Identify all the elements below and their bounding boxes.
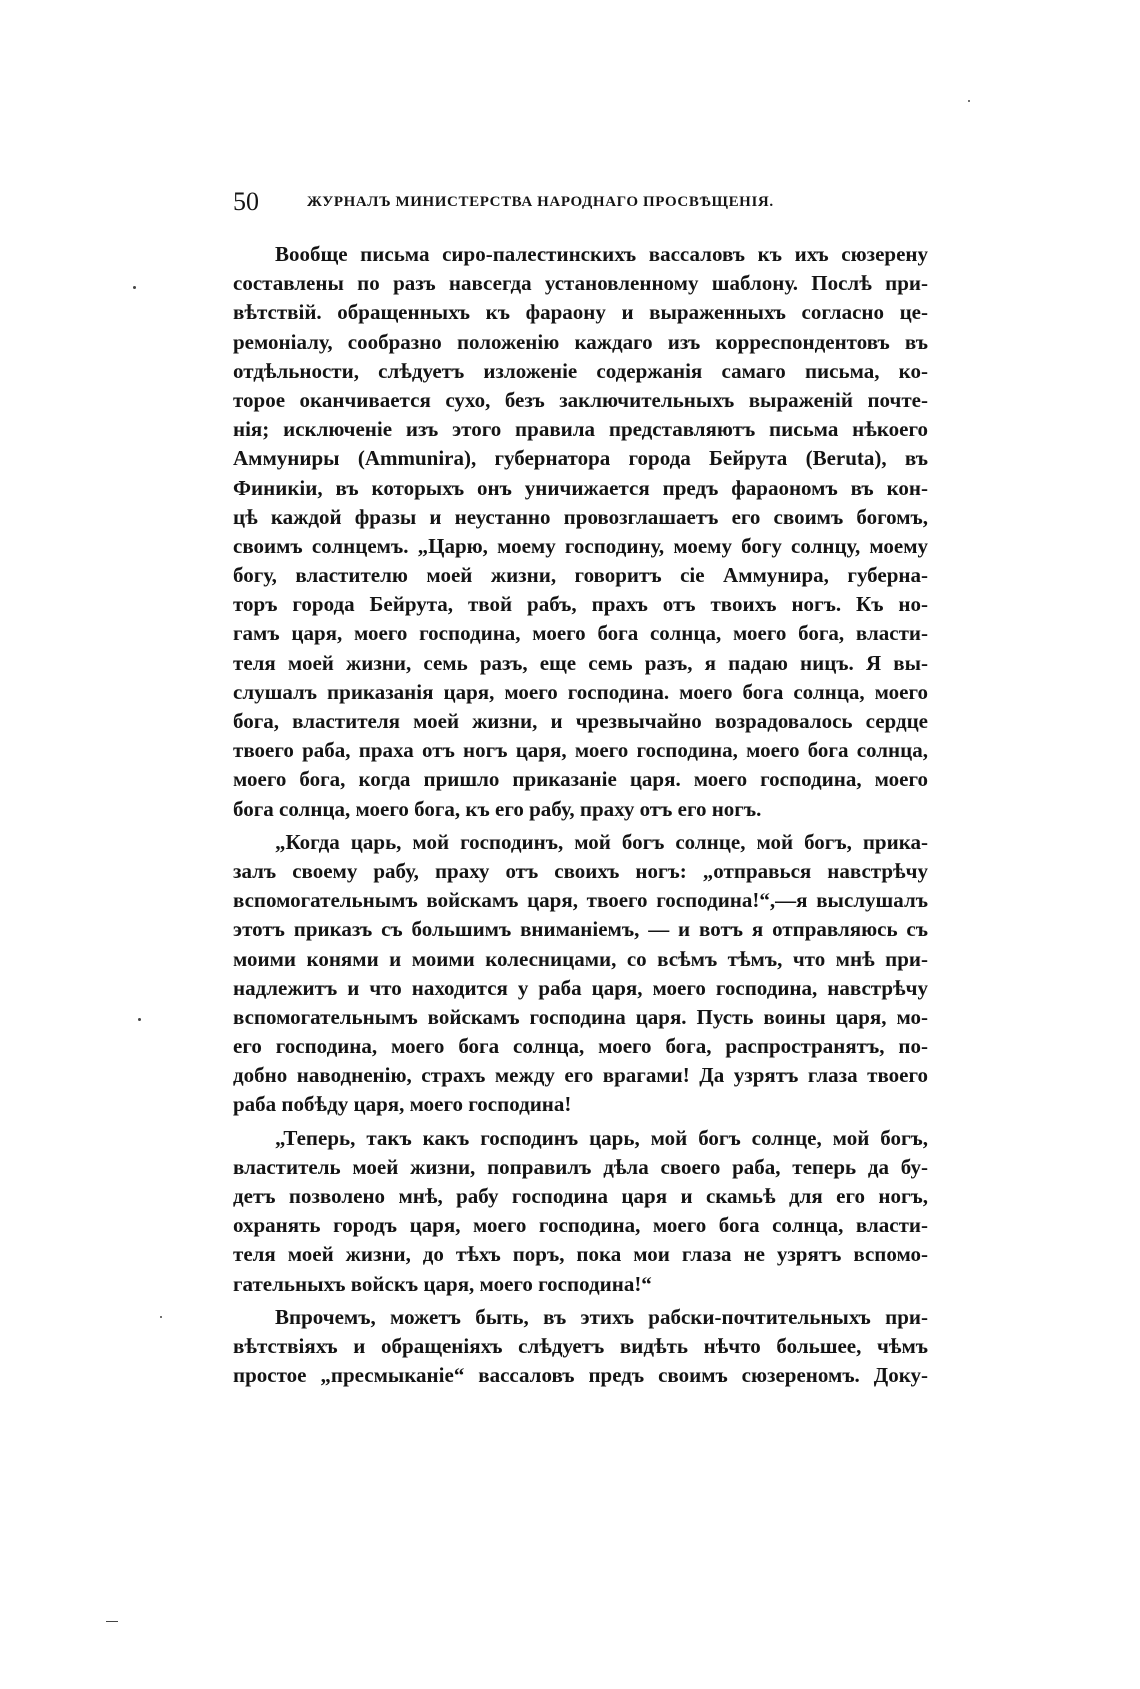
scan-speck (160, 1316, 162, 1318)
text-line: надлежитъ и что находится у раба царя, моего господина, навстрѣчу (233, 975, 928, 1000)
text-line: его господина, моего бога солнца, моего бога, распространятъ, по- (233, 1034, 928, 1059)
text-line: „Теперь, такъ какъ господинъ царь, мой богъ солнце, мой богъ, (275, 1125, 928, 1150)
paragraph-3 (233, 1124, 928, 1299)
text-line: гамъ царя, моего господина, моего бога солнца, моего бога, власти- (233, 621, 928, 646)
page-header (233, 184, 908, 220)
text-line: твоего раба, праха отъ ногъ царя, моего господина, моего бога солнца, (233, 738, 928, 763)
scan-speck (138, 1018, 141, 1021)
paragraph-1 (233, 240, 928, 824)
text-line: своимъ солнцемъ. „Царю, моему господину, моему богу солнцу, моему (233, 533, 928, 558)
text-line: торое оканчивается сухо, безъ заключительныхъ выраженій почте- (233, 387, 928, 412)
text-line: вспомогательнымъ войскамъ царя, твоего господина!“,—я выслушалъ (233, 888, 928, 913)
text-line: составлены по разъ навсегда установленному шаблону. Послѣ при- (233, 271, 928, 296)
text-line: залъ своему рабу, праху отъ своихъ ногъ: „отправься навстрѣчу (233, 858, 928, 883)
text-line: вспомогательнымъ войскамъ господина царя. Пусть воины царя, мо- (233, 1004, 928, 1029)
text-line: ремоніалу, сообразно положенію каждаго изъ корреспондентовъ въ (233, 329, 928, 354)
text-line: Аммуниры (Ammunira), губернатора города Бейрута (Beruta), въ (233, 446, 928, 471)
text-line: вѣтствій. обращенныхъ къ фараону и выраженныхъ согласно це- (233, 300, 928, 325)
text-line: „Когда царь, мой господинъ, мой богъ солнце, мой богъ, прика- (275, 829, 928, 854)
text-line: Впрочемъ, можетъ быть, въ этихъ рабски-почтительныхъ при- (275, 1304, 928, 1329)
text-line: богу, властителю моей жизни, говоритъ сіе Аммунира, губерна- (233, 563, 928, 588)
text-line: Финикіи, въ которыхъ онъ уничижается предъ фараономъ въ кон- (233, 475, 928, 500)
text-line: бога, властителя моей жизни, и чрезвычайно возрадовалось сердце (233, 709, 928, 733)
text-line: моими конями и моими колесницами, со всѣмъ тѣмъ, что мнѣ при- (233, 946, 928, 971)
paragraph-2 (233, 828, 928, 1120)
text-line: моего бога, когда пришло приказаніе царя. моего господина, моего (233, 767, 928, 792)
scan-speck (968, 100, 970, 102)
text-line: торъ города Бейрута, твой рабъ, прахъ отъ твоихъ ногъ. Къ но- (233, 592, 928, 617)
text-line: теля моей жизни, до тѣхъ поръ, пока мои глаза не узрятъ вспомо- (233, 1242, 928, 1267)
page-number: 50 (233, 187, 259, 216)
text-line: теля моей жизни, семь разъ, еще семь разъ, я падаю ницъ. Я вы- (233, 650, 928, 675)
text-line: этотъ приказъ съ большимъ вниманіемъ, — и вотъ я отправляюсь съ (233, 917, 928, 942)
text-line: слушалъ приказанія царя, моего господина. моего бога солнца, моего (233, 679, 928, 704)
scan-speck (133, 286, 136, 289)
text-line: цѣ каждой фразы и неустанно провозглашаетъ его своимъ богомъ, (233, 504, 928, 529)
text-line: охранять городъ царя, моего господина, моего бога солнца, власти- (233, 1213, 928, 1238)
running-title: ЖУРНАЛЪ МИНИСТЕРСТВА НАРОДНАГО ПРОСВѢЩЕНІЯ. (307, 194, 774, 210)
paragraph-4 (233, 1303, 928, 1391)
text-line: раба побѣду царя, моего господина! (233, 1092, 572, 1117)
text-line: отдѣльности, слѣдуетъ изложеніе содержанія самаго письма, ко- (233, 358, 928, 383)
text-line: властитель моей жизни, поправилъ дѣла своего раба, теперь да бу- (233, 1154, 928, 1179)
text-line: вѣтствіяхъ и обращеніяхъ слѣдуетъ видѣть нѣчто большее, чѣмъ (233, 1333, 928, 1358)
text-line: простое „пресмыканіе“ вассаловъ предъ своимъ сюзереномъ. Доку- (233, 1363, 928, 1388)
text-line: детъ позволено мнѣ, рабу господина царя и скамьѣ для его ногъ, (233, 1184, 928, 1208)
text-line: Вообще письма сиро-палестинскихъ вассаловъ къ ихъ сюзерену (275, 242, 928, 266)
text-line: бога солнца, моего бога, къ его рабу, праху отъ его ногъ. (233, 796, 762, 821)
text-line: гательныхъ войскъ царя, моего господина!“ (233, 1271, 652, 1296)
body-text (233, 240, 928, 1390)
text-line: добно наводненію, страхъ между его врагами! Да узрятъ глаза твоего (233, 1063, 928, 1088)
text-line: нія; исключеніе изъ этого правила представляютъ письма нѣкоего (233, 417, 928, 442)
scan-speck (106, 1621, 118, 1622)
